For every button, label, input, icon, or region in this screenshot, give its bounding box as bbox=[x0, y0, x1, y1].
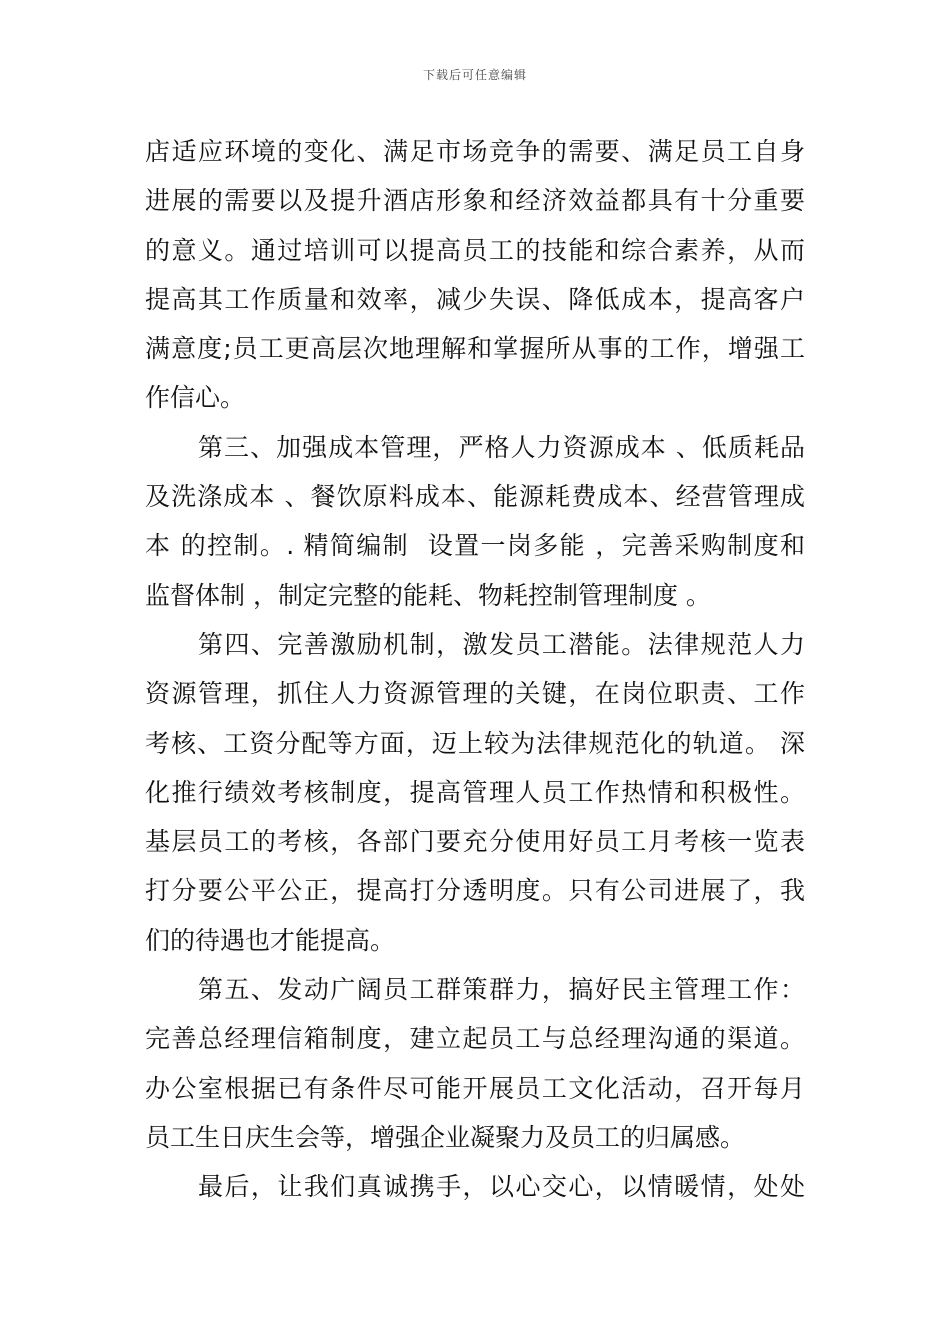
paragraph-start-line: 最后，让我们真诚携手，以心交心，以情暖情，处处 bbox=[198, 1172, 805, 1202]
text-line: 完善总经理信箱制度，建立起员工与总经理沟通的渠道。 bbox=[145, 1024, 805, 1054]
text-line: 作信心。 bbox=[145, 383, 246, 413]
document-body bbox=[145, 127, 805, 1212]
text-line: 监督体制 ，制定完整的能耗、物耗控制管理制度 。 bbox=[145, 580, 711, 610]
text-line: 满意度;员工更高层次地理解和掌握所从事的工作，增强工 bbox=[145, 334, 805, 364]
paragraph-start-line: 第四、完善激励机制，激发员工潜能。法律规范人力 bbox=[198, 629, 805, 659]
paragraph-start-line: 第五、发动广阔员工群策群力，搞好民主管理工作： bbox=[198, 975, 805, 1005]
text-line: 店适应环境的变化、满足市场竞争的需要、满足员工自身 bbox=[145, 137, 805, 166]
page-header: 下载后可任意编辑 bbox=[422, 68, 527, 82]
text-line: 资源管理，抓住人力资源管理的关键，在岗位职责、工作 bbox=[145, 679, 805, 709]
text-line: 本 的控制。. 精简编制 设置一岗多能 ，完善采购制度和 bbox=[145, 531, 805, 561]
text-line: 办公室根据已有条件尽可能开展员工文化活动，召开每月 bbox=[145, 1073, 805, 1103]
text-line: 提高其工作质量和效率，减少失误、降低成本，提高客户 bbox=[145, 284, 805, 314]
text-line: 员工生日庆生会等，增强企业凝聚力及员工的归属感。 bbox=[145, 1122, 746, 1152]
paragraph-start-line: 第三、加强成本管理，严格人力资源成本 、低质耗品 bbox=[198, 432, 805, 462]
text-line: 们的待遇也才能提高。 bbox=[145, 925, 396, 955]
text-line: 化推行绩效考核制度，提高管理人员工作热情和积极性。 bbox=[145, 777, 805, 807]
text-line: 考核、工资分配等方面，迈上较为法律规范化的轨道。 深 bbox=[145, 728, 805, 758]
text-line: 基层员工的考核，各部门要充分使用好员工月考核一览表 bbox=[145, 827, 805, 857]
text-line: 的意义。通过培训可以提高员工的技能和综合素养，从而 bbox=[145, 235, 805, 265]
text-line: 打分要公平公正，提高打分透明度。只有公司进展了，我 bbox=[145, 876, 805, 906]
text-line: 进展的需要以及提升酒店形象和经济效益都具有十分重要 bbox=[145, 186, 805, 216]
text-line: 及洗涤成本 、餐饮原料成本、能源耗费成本、经营管理成 bbox=[145, 482, 805, 512]
